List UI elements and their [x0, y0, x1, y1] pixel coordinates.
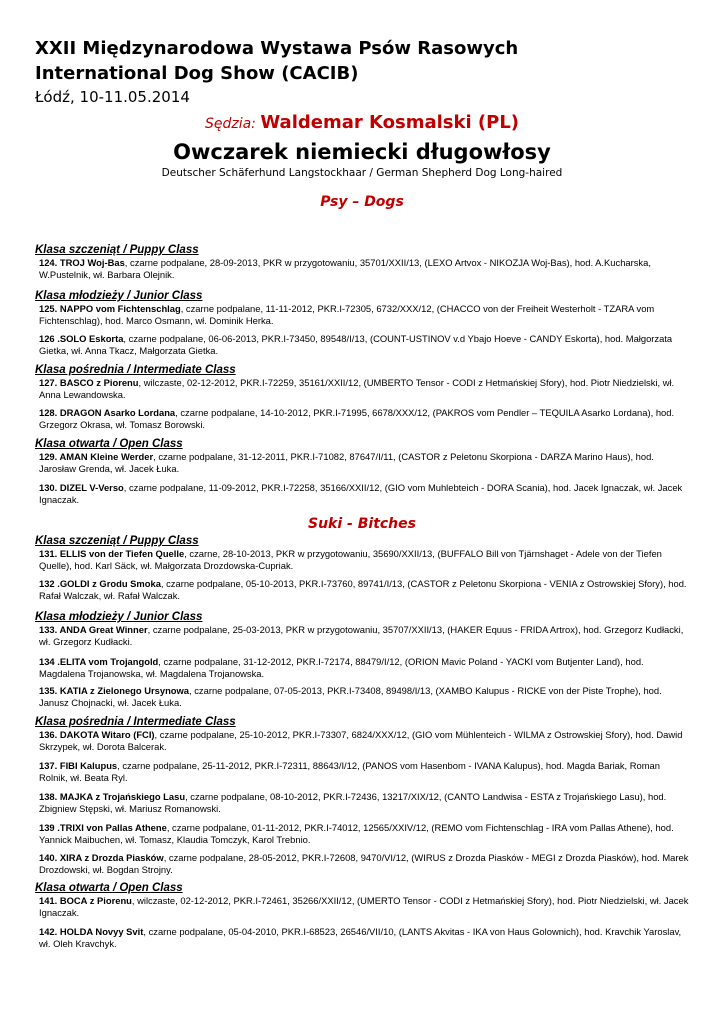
entry-name: 135. KATIA z Zielonego Ursynowa [39, 685, 190, 696]
entry-name: 127. BASCO z Piorenu [39, 377, 139, 388]
class-heading-puppy-bitches: Klasa szczeniąt / Puppy Class [35, 535, 199, 547]
entry-details: , czarne podpalane, 25-11-2012, PKR.I-72311, 88643/I/12, (PANOS vom Hasenbom - IVANA Kalupus), hod. Magda Bariak, Roman Rolnik, wł. Beata Ryl. [39, 760, 660, 783]
entry-142 [39, 926, 691, 949]
entry-137 [39, 760, 691, 783]
entry-details: , czarne podpalane, 06-06-2013, PKR.I-73450, 89548/I/13, (COUNT-USTINOV v.d Ybajo Hoeve - CANDY Eskorta), hod. Małgorzata Gietka, wł. Anna Tkacz, Małgorzata Gietka. [39, 333, 673, 356]
entry-name: 128. DRAGON Asarko Lordana [39, 407, 176, 418]
entry-name: 126 .SOLO Eskorta [39, 333, 124, 344]
entry-128 [39, 407, 691, 430]
entry-name: 137. FIBI Kalupus [39, 760, 118, 771]
entry-details: , czarne podpalane, 31-12-2011, PKR.I-71082, 87647/I/11, (CASTOR z Peletonu Skorpiona - DARZA Marino Haus), hod. Jarosław Grenda, wł. Jacek Łuka. [39, 451, 654, 474]
class-heading-open-bitches: Klasa otwarta / Open Class [35, 882, 183, 894]
entry-131 [39, 548, 691, 571]
entry-name: 131. ELLIS von der Tiefen Quelle [39, 548, 185, 559]
entry-133 [39, 624, 691, 647]
entry-details: , czarne podpalane, 28-05-2012, PKR.I-72608, 9470/VI/12, (WIRUS z Drozda Piasków - MEGI z Drozda Piasków), hod. Marek Drozdowski, wł. Bogdan Strojny. [39, 852, 689, 875]
entry-details: , czarne podpalane, 11-09-2012, PKR.I-72258, 35166/XXII/12, (GIO vom Muhlebteich - DORA Scania), hod. Jacek Ignaczak, wł. Jacek Ignaczak. [39, 482, 683, 505]
entry-129 [39, 451, 691, 474]
judge-label: Sędzia: [204, 116, 256, 132]
entry-name: 133. ANDA Great Winner [39, 624, 148, 635]
entry-124 [39, 257, 691, 280]
entry-details: , czarne podpalane, 01-11-2012, PKR.I-74012, 12565/XXIV/12, (REMO vom Fichtenschlag - IRA vom Pallas Athene), hod. Yannick Maibuchen, wł. Tomasz, Klaudia Tomczyk, Karol Trebnio. [39, 822, 674, 845]
entry-name: 125. NAPPO vom Fichtenschlag [39, 303, 181, 314]
entry-name: 140. XIRA z Drozda Piasków [39, 852, 164, 863]
entry-136 [39, 729, 691, 752]
entry-details: , czarne podpalane, 25-03-2013, PKR w przygotowaniu, 35707/XXII/13, (HAKER Equus - FRIDA Artrox), hod. Grzegorz Kudłacki, wł. Grzegorz Kudłacki. [39, 624, 684, 647]
entry-details: , wilczaste, 02-12-2012, PKR.I-72461, 35266/XXII/12, (UMERTO Tensor - CODI z Hetmańskiej Sfory), hod. Piotr Niedzielski, wł. Jacek Ignaczak. [39, 895, 689, 918]
entry-name: 130. DIZEL V-Verso [39, 482, 124, 493]
breed-name: Owczarek niemiecki długowłosy [173, 140, 551, 164]
class-heading-junior-dogs: Klasa młodzieży / Junior Class [35, 290, 203, 302]
show-header [35, 36, 695, 107]
entry-details: , czarne podpalane, 28-09-2013, PKR w przygotowaniu, 35701/XXII/13, (LEXO Artvox - NIKOZJA Woj-Bas), hod. A.Kucharska, W.Pustelnik, wł. Barbara Olejnik. [39, 257, 651, 280]
entry-details: , czarne podpalane, 14-10-2012, PKR.I-71995, 6678/XXX/12, (PAKROS vom Pendler – TEQUILA Asarko Lordana), hod. Grzegorz Okrasa, wł. Tomasz Borowski. [39, 407, 675, 430]
class-heading-puppy-dogs: Klasa szczeniąt / Puppy Class [35, 244, 199, 256]
entry-126 [39, 333, 691, 356]
entry-127 [39, 377, 691, 400]
entry-130 [39, 482, 691, 505]
show-date: Łódź, 10-11.05.2014 [35, 88, 190, 106]
entry-138 [39, 791, 691, 814]
class-heading-intermediate-dogs: Klasa pośrednia / Intermediate Class [35, 364, 236, 376]
class-heading-open-dogs: Klasa otwarta / Open Class [35, 438, 183, 450]
judge-line [0, 112, 724, 133]
breed-subtitle: Deutscher Schäferhund Langstockhaar / German Shepherd Dog Long-haired [161, 167, 563, 179]
entry-134 [39, 656, 691, 679]
entry-details: , czarne, 28-10-2013, PKR w przygotowaniu, 35690/XXII/13, (BUFFALO Bill von Tjärnshaget - Adele von der Tiefen Quelle), hod. Karl Säck, wł. Małgorzata Drozdowska-Cupriak. [39, 548, 662, 571]
show-subtitle: International Dog Show (CACIB) [35, 63, 359, 84]
class-heading-junior-bitches: Klasa młodzieży / Junior Class [35, 611, 203, 623]
show-title: XXII Międzynarodowa Wystawa Psów Rasowych [35, 38, 519, 59]
entry-details: , czarne podpalane, 08-10-2012, PKR.I-72436, 13217/XIX/12, (CANTO Landwisa - ESTA z Trojańskiego Lasu), hod. Zbigniew Stępski, wł. Mariusz Romanowski. [39, 791, 667, 814]
entry-details: , czarne podpalane, 07-05-2013, PKR.I-73408, 89498/I/13, (XAMBO Kalupus - RICKE von der Piste Trophe), hod. Janusz Chojnacki, wł. Jacek Łuka. [39, 685, 662, 708]
entry-141 [39, 895, 691, 918]
entry-name: 129. AMAN Kleine Werder [39, 451, 154, 462]
entry-132 [39, 578, 691, 601]
entry-details: , wilczaste, 02-12-2012, PKR.I-72259, 35161/XXII/12, (UMBERTO Tensor - CODI z Hetmańskiej Sfory), hod. Piotr Niedzielski, wł. Anna Lewandowska. [39, 377, 675, 400]
entry-details: , czarne podpalane, 05-04-2010, PKR.I-68523, 26546/VII/10, (LANTS Akvitas - IKA von Haus Golownich), hod. Kravchik Yaroslav, wł. Oleh Kravchyk. [39, 926, 682, 949]
section-heading-bitches: Suki - Bitches [308, 516, 416, 532]
entry-details: , czarne podpalane, 05-10-2013, PKR.I-73760, 89741/I/13, (CASTOR z Peletonu Skorpiona - VENIA z Ostrowskiej Sfory), hod. Rafał Walczak, wł. Rafał Walczak. [39, 578, 687, 601]
class-heading-intermediate-bitches: Klasa pośrednia / Intermediate Class [35, 716, 236, 728]
entry-details: , czarne podpalane, 31-12-2012, PKR.I-72174, 88479/I/12, (ORION Mavic Poland - YACKI vom Butjenter Land), hod. Magdalena Trojanowska, wł. Magdalena Trojanowska. [39, 656, 644, 679]
entry-125 [39, 303, 691, 326]
entry-details: , czarne podpalane, 25-10-2012, PKR.I-73307, 6824/XXX/12, (GIO vom Mühlenteich - WILMA z Ostrowskiej Sfory), hod. Dawid Skrzypek, wł. Dorota Balcerak. [39, 729, 683, 752]
entry-135 [39, 685, 691, 708]
entry-139 [39, 822, 691, 845]
entry-name: 141. BOCA z Piorenu [39, 895, 132, 906]
entry-details: , czarne podpalane, 11-11-2012, PKR.I-72305, 6732/XXX/12, (CHACCO von der Freiheit Westerholt - TZARA vom Fichtenschlag), hod. Marco Osmann, wł. Dominik Herka. [39, 303, 655, 326]
entry-name: 132 .GOLDI z Grodu Smoka [39, 578, 161, 589]
entry-name: 124. TROJ Woj-Bas [39, 257, 125, 268]
judge-name: Waldemar Kosmalski (PL) [260, 112, 520, 133]
entry-140 [39, 852, 691, 875]
entry-name: 136. DAKOTA Witaro (FCI) [39, 729, 155, 740]
entry-name: 134 .ELITA vom Trojangold [39, 656, 159, 667]
section-heading-dogs: Psy – Dogs [320, 194, 404, 210]
entry-name: 142. HOLDA Novyy Svit [39, 926, 144, 937]
entry-name: 139 .TRIXI von Pallas Athene [39, 822, 167, 833]
entry-name: 138. MAJKA z Trojańskiego Lasu [39, 791, 186, 802]
